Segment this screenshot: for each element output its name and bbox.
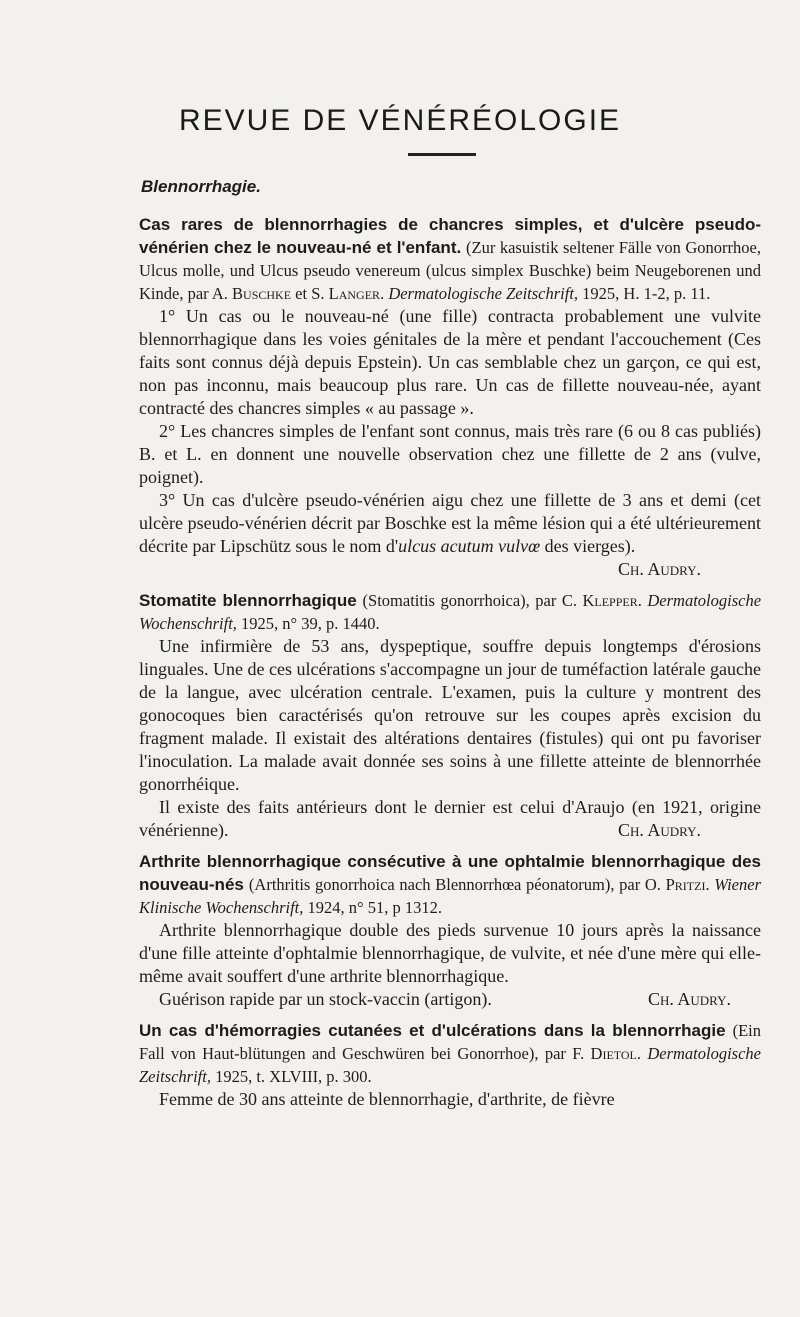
signature: Ch. Audry.: [647, 989, 731, 1009]
paragraph: Guérison rapide par un stock-vaccin (artigon). Ch. Audry.: [159, 989, 731, 1009]
paragraph: Une infirmière de 53 ans, dyspeptique, souffre depuis longtemps d'érosions linguales. Une de ces ulcérations s'accompagne un jour de tuméfaction latérale gauche de la langue, avec ulcération centrale. L'examen, puis la culture y montrent des gonocoques bien caractérisés qu'on retrouve sur les coupes après excision du fragment malade. Il existait des altérations dentaires (fistules) qui ont pu favoriser l'inoculation. La malade avait donnée ses soins à une fillette atteinte de blennorrhée gonorrhéique.: [139, 636, 761, 794]
article-header: [139, 589, 761, 635]
title-rule: [408, 153, 476, 156]
article-title: Stomatite blennorrhagique: [139, 591, 357, 610]
paragraph: Il existe des faits antérieurs dont le dernier est celui d'Araujo (en 1921, origine vénérienne). Ch. Audry.: [139, 797, 761, 840]
article-4: [139, 1019, 761, 1111]
article-3: [139, 850, 761, 1011]
section-heading: Blennorrhagie.: [141, 177, 261, 196]
paragraph: 1° Un cas ou le nouveau-né (une fille) contracta probablement une vulvite blennorrhagique dans les voies génitales de la mère et pendant l'accouchement (Ces faits sont connus déjà depuis Epstein). Un cas semblable chez un garçon, ce qui est, non pas inconnu, mais beaucoup plus rare. Un cas de fillette nouveau-née, ayant contracté des chancres simples « au passage ».: [139, 306, 761, 418]
article-title: Un cas d'hémorragies cutanées et d'ulcérations dans la blennorrhagie: [139, 1021, 726, 1040]
article-reference: (Ein Fall von Haut-blütungen and Geschwüren bei Gonorrhoe), par F. Dietol. Dermatologische Zeitschrift, 1925, t. XLVIII, p. 300.: [139, 1021, 762, 1086]
article-title: Arthrite blennorrhagique consécutive à une ophtalmie blennorrhagique des nouveau-nés: [139, 852, 761, 894]
article-title: Cas rares de blennorrhagies de chancres simples, et d'ulcère pseudo-vénérien chez le nouveau-né et l'enfant.: [139, 215, 761, 257]
article-reference: (Stomatitis gonorrhoica), par C. Klepper. Dermatologische Wochenschrift, 1925, n° 39, p. 1440.: [139, 591, 762, 633]
paragraph: 3° Un cas d'ulcère pseudo-vénérien aigu chez une fillette de 3 ans et demi (cet ulcère pseudo-vénérien décrit par Boschke est la même lésion qui a été ultérieurement décrite par Lipschütz sous le nom d'ulcus acutum vulvœ des vierges). Ch. Audry.: [139, 490, 761, 579]
paragraph: 2° Les chancres simples de l'enfant sont connus, mais très rare (6 ou 8 cas publiés) B. et L. en donnent une nouvelle observation chez une fillette de 2 ans (vulve, poignet).: [139, 421, 761, 487]
signature: Ch. Audry.: [617, 559, 701, 579]
article-header: [139, 1019, 761, 1088]
paragraph: Femme de 30 ans atteinte de blennorrhagie, d'arthrite, de fièvre: [159, 1089, 615, 1109]
article-1: [139, 213, 761, 581]
article-reference: (Zur kasuistik seltener Fälle von Gonorrhoe, Ulcus molle, und Ulcus pseudo venereum (ulcus simplex Buschke) beim Neugeborenen und Kinde, par A. Buschke et S. Langer. Dermatologische Zeitschrift, 1925, H. 1-2, p. 11.: [139, 238, 761, 303]
article-header: [139, 213, 761, 305]
page-title: REVUE DE VÉNÉRÉOLOGIE: [178, 104, 622, 137]
article-header: [139, 850, 761, 919]
article-2: [139, 589, 761, 842]
document-body: [139, 213, 761, 1119]
signature: Ch. Audry.: [617, 820, 701, 840]
paragraph: Arthrite blennorrhagique double des pieds survenue 10 jours après la naissance d'une fille atteinte d'ophtalmie blennorrhagique, de vulvite, et née d'une mère qui elle-même avait souffert d'une arthrite blennorrhagique.: [139, 920, 761, 986]
article-reference: (Arthritis gonorrhoica nach Blennorrhœa péonatorum), par O. Pritzi. Wiener Klinische Wochenschrift, 1924, n° 51, p 1312.: [139, 875, 762, 917]
